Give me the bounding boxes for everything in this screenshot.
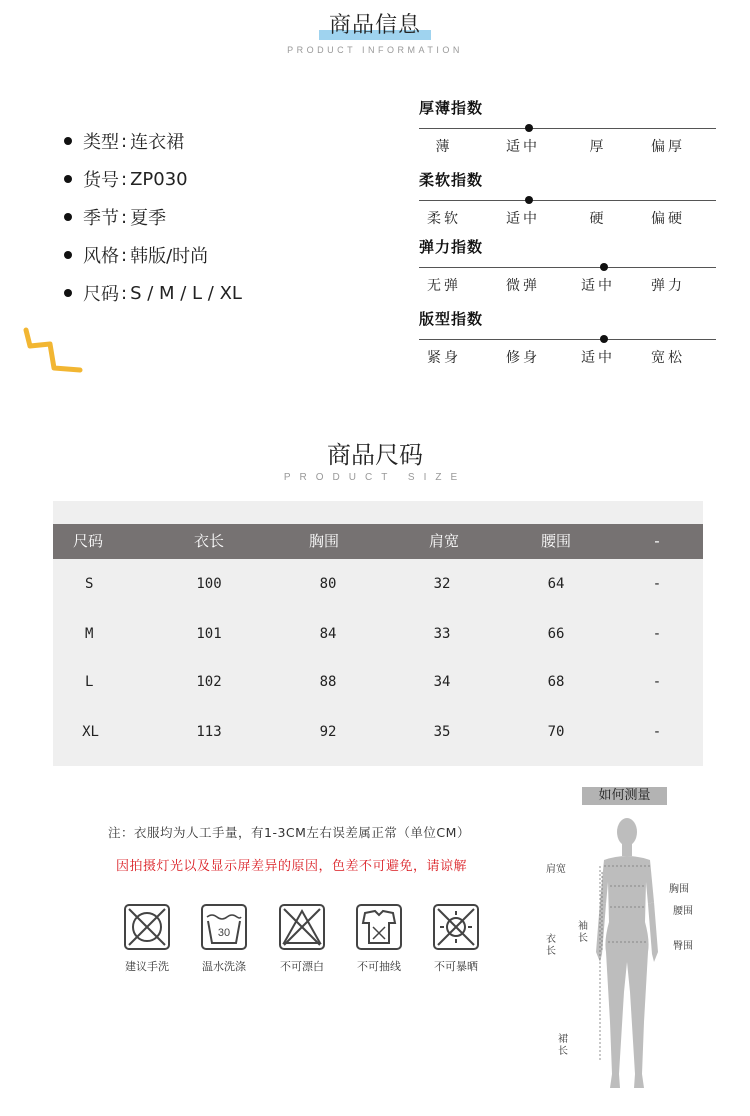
table-cell: 64 — [547, 576, 565, 592]
bullet-icon — [64, 251, 72, 259]
index-option: 厚 — [589, 139, 607, 155]
attribute-item-size — [64, 274, 364, 312]
attribute-label: 货号 — [83, 170, 119, 191]
index-option: 适中 — [581, 278, 615, 294]
index-option: 修身 — [506, 350, 540, 366]
chest-label: 胸围 — [669, 884, 689, 895]
index-scale-line — [419, 200, 716, 201]
table-cell: 32 — [433, 576, 451, 592]
size-table-header — [53, 524, 703, 559]
header-cell: 衣长 — [193, 532, 225, 550]
sleeve-label-1: 袖 — [578, 921, 588, 932]
index-option: 适中 — [506, 139, 540, 155]
product-info-subtitle: PRODUCT INFORMATION — [287, 45, 463, 55]
index-title: 版型指数 — [419, 310, 484, 328]
attribute-value: 夏季 — [130, 208, 167, 229]
attribute-item-season — [64, 198, 364, 236]
no-sun-icon — [432, 903, 480, 955]
color-disclaimer: 因拍摄灯光以及显示屏差异的原因，色差不可避免，请谅解 — [116, 859, 468, 874]
product-size-subtitle: PRODUCT SIZE — [283, 472, 467, 483]
index-option: 紧身 — [427, 350, 461, 366]
product-info-title: 商品信息 — [328, 13, 421, 38]
index-title: 柔软指数 — [419, 171, 484, 189]
how-to-measure-title: 如何测量 — [582, 787, 667, 805]
index-option: 偏硬 — [651, 211, 685, 227]
index-option: 无弹 — [427, 278, 461, 294]
table-cell: 84 — [319, 626, 337, 642]
table-cell: M — [85, 626, 94, 642]
attribute-value: 连衣裙 — [130, 132, 185, 153]
attribute-label: 季节 — [83, 208, 119, 229]
no-bleach-icon — [278, 903, 326, 955]
index-option: 弹力 — [651, 278, 685, 294]
index-option: 适中 — [581, 350, 615, 366]
table-cell: - — [652, 626, 662, 642]
table-cell: 92 — [319, 724, 337, 740]
attribute-separator: : — [121, 244, 128, 266]
care-label: 不可抽线 — [357, 960, 401, 973]
index-option: 硬 — [589, 211, 607, 227]
index-marker-icon — [600, 335, 608, 343]
table-cell: 80 — [319, 576, 337, 592]
attribute-label: 类型 — [83, 132, 119, 153]
attribute-separator: : — [121, 130, 128, 152]
table-cell: XL — [82, 724, 99, 740]
index-title: 弹力指数 — [419, 238, 484, 256]
index-scale-line — [419, 267, 716, 268]
index-option: 柔软 — [427, 211, 461, 227]
attribute-separator: : — [121, 282, 128, 304]
index-option: 适中 — [506, 211, 540, 227]
attribute-item-style — [64, 236, 364, 274]
bullet-icon — [64, 137, 72, 145]
bullet-icon — [64, 289, 72, 297]
index-title: 厚薄指数 — [419, 99, 484, 117]
attribute-value: 韩版/时尚 — [130, 246, 209, 267]
attribute-label: 风格 — [83, 246, 119, 267]
table-cell: 33 — [433, 626, 451, 642]
table-cell: 35 — [433, 724, 451, 740]
skirt-label-1: 裙 — [558, 1034, 568, 1045]
table-cell: 113 — [196, 724, 222, 740]
zigzag-decoration-icon — [20, 322, 84, 376]
waist-label: 腰围 — [673, 906, 693, 917]
hip-label: 臀围 — [673, 941, 693, 952]
header-cell: 胸围 — [308, 532, 340, 550]
attribute-value: S / M / L / XL — [130, 282, 242, 304]
hand-wash-icon — [123, 903, 171, 955]
attribute-list — [64, 122, 364, 312]
index-marker-icon — [525, 196, 533, 204]
length-label-2: 长 — [546, 946, 556, 957]
wash-temp-label: 30 — [217, 927, 231, 939]
attribute-item-sku — [64, 160, 364, 198]
bullet-icon — [64, 175, 72, 183]
table-cell: 34 — [433, 674, 451, 690]
table-cell: 68 — [547, 674, 565, 690]
header-cell: 肩宽 — [428, 532, 460, 550]
care-label: 建议手洗 — [125, 960, 169, 973]
bullet-icon — [64, 213, 72, 221]
table-cell: S — [85, 576, 94, 592]
header-cell: 腰围 — [540, 532, 572, 550]
table-cell: - — [652, 674, 662, 690]
table-cell: 102 — [196, 674, 222, 690]
index-marker-icon — [525, 124, 533, 132]
attribute-separator: : — [121, 168, 128, 190]
index-scale-line — [419, 339, 716, 340]
header-cell: - — [654, 532, 660, 550]
index-marker-icon — [600, 263, 608, 271]
shoulder-label: 肩宽 — [546, 864, 566, 875]
table-cell: - — [652, 576, 662, 592]
index-option: 偏厚 — [651, 139, 685, 155]
attribute-separator: : — [121, 206, 128, 228]
table-cell: 70 — [547, 724, 565, 740]
index-option: 微弹 — [506, 278, 540, 294]
table-cell: 101 — [196, 626, 222, 642]
table-cell: 88 — [319, 674, 337, 690]
skirt-label-2: 长 — [558, 1046, 568, 1057]
care-label: 温水洗涤 — [202, 960, 246, 973]
length-label-1: 衣 — [546, 934, 556, 945]
warm-wash-icon — [200, 903, 248, 955]
no-pull-thread-icon — [355, 903, 403, 955]
attribute-item-type — [64, 122, 364, 160]
table-cell: 66 — [547, 626, 565, 642]
table-cell: L — [85, 674, 94, 690]
index-scale-line — [419, 128, 716, 129]
table-cell: 100 — [196, 576, 222, 592]
care-label: 不可漂白 — [280, 960, 324, 973]
care-label: 不可暴晒 — [434, 960, 478, 973]
product-size-title: 商品尺码 — [327, 441, 423, 469]
index-option: 宽松 — [651, 350, 685, 366]
attribute-label: 尺码 — [83, 284, 119, 305]
header-cell: 尺码 — [72, 532, 104, 550]
body-silhouette-icon — [590, 812, 670, 1112]
table-cell: - — [652, 724, 662, 740]
index-option: 薄 — [435, 139, 453, 155]
attribute-value: ZP030 — [130, 168, 188, 190]
sleeve-label-2: 长 — [578, 933, 588, 944]
measurement-note: 注：衣服均为人工手量，有1-3CM左右误差属正常（单位CM） — [108, 825, 470, 840]
